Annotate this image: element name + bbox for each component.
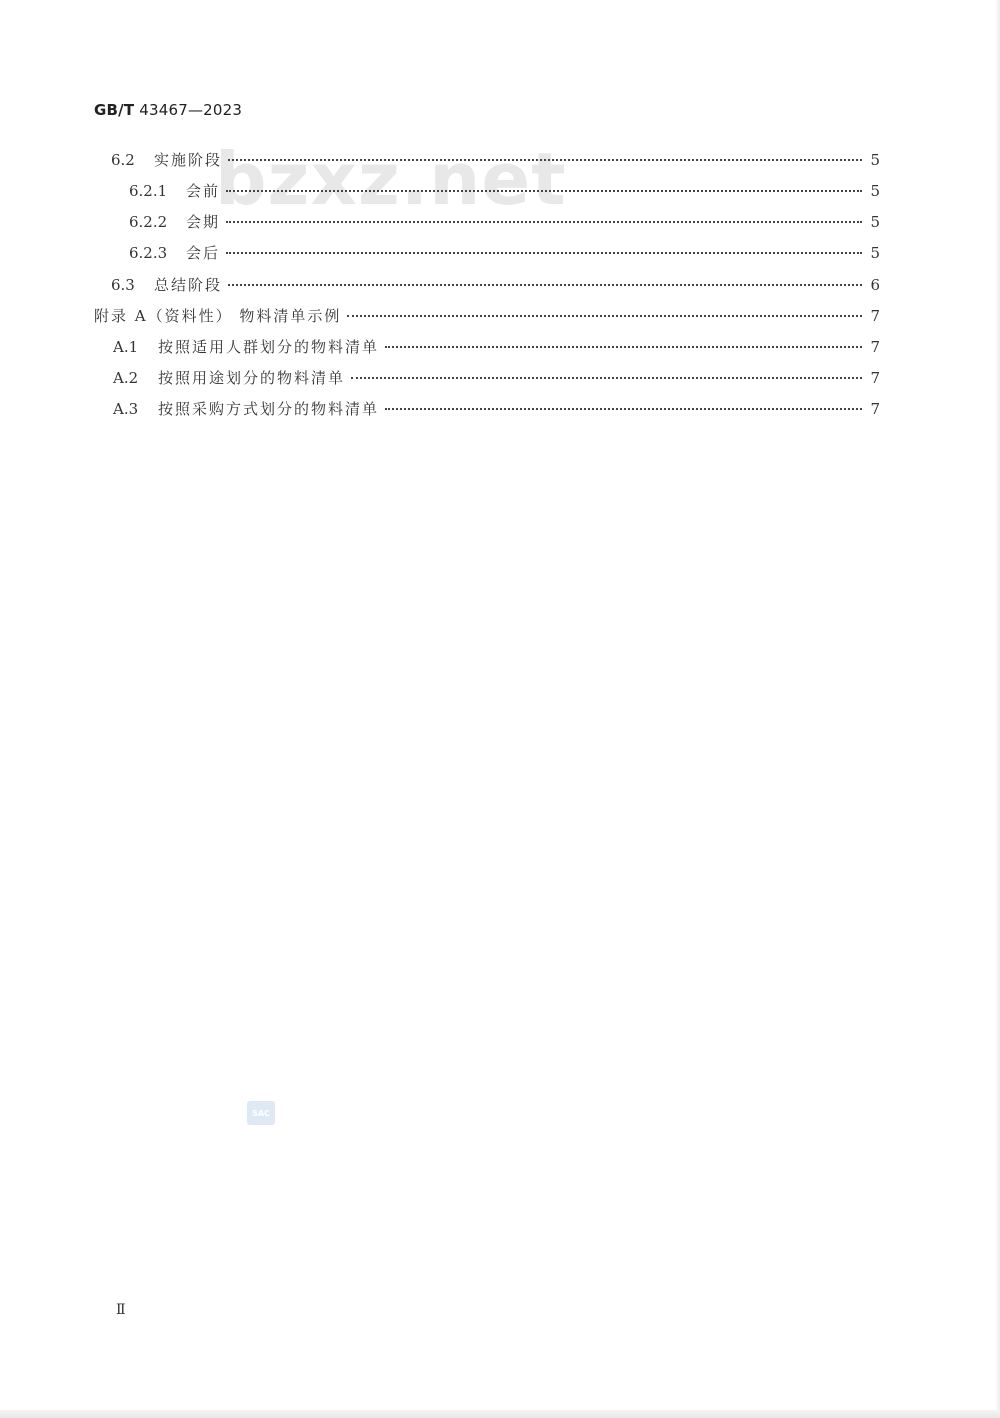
toc-item-page: 5: [870, 182, 880, 200]
toc-dot-leader: [228, 283, 862, 286]
toc-item-page: 7: [870, 307, 880, 325]
toc-item-page: 7: [870, 369, 880, 387]
toc-item[interactable]: [129, 181, 880, 201]
toc-item-number: 6.3: [111, 276, 135, 294]
toc-item-number: 附录 A: [94, 307, 148, 325]
page-number: Ⅱ: [116, 1302, 126, 1318]
toc-item[interactable]: [111, 150, 880, 170]
toc-dot-leader: [385, 345, 862, 348]
toc-item-title: 按照采购方式划分的物料清单: [158, 400, 380, 418]
toc-item-number: 6.2.3: [129, 244, 168, 262]
toc-item-page: 7: [870, 400, 880, 418]
toc-item[interactable]: [111, 275, 880, 295]
toc-item-title: 总结阶段: [154, 276, 223, 294]
toc-dot-leader: [226, 220, 862, 223]
sac-logo-text: SAC: [252, 1109, 270, 1118]
toc-item-title: 会后: [186, 244, 221, 262]
toc-item-title: 会前: [186, 182, 221, 200]
toc-item-title: 实施阶段: [154, 151, 223, 169]
toc-item-page: 5: [870, 213, 880, 231]
toc-item-appendix[interactable]: [94, 306, 880, 326]
watermark: bzxz.net: [215, 137, 567, 221]
toc-item-number: A.3: [113, 400, 139, 418]
toc-dot-leader: [351, 376, 862, 379]
toc-item-number: A.1: [113, 338, 139, 356]
toc-item-page: 7: [870, 338, 880, 356]
toc-item[interactable]: [113, 368, 880, 388]
toc-dot-leader: [228, 158, 862, 161]
toc-item-number: A.2: [113, 369, 139, 387]
toc-item[interactable]: [113, 337, 880, 357]
toc-item-number: 6.2: [111, 151, 135, 169]
toc-item[interactable]: [129, 212, 880, 232]
toc-item-number: 6.2.2: [129, 213, 168, 231]
sac-logo-icon: [247, 1101, 275, 1125]
toc-item-title: （资料性） 物料清单示例: [147, 307, 342, 325]
page-edge-shadow: [996, 0, 1000, 1418]
document-header: [94, 101, 242, 119]
toc-item[interactable]: [113, 399, 880, 419]
toc-dot-leader: [226, 251, 862, 254]
toc-item-page: 5: [870, 244, 880, 262]
toc-item-title: 按照适用人群划分的物料清单: [158, 338, 380, 356]
toc-item-page: 5: [870, 151, 880, 169]
toc-item-number: 6.2.1: [129, 182, 168, 200]
toc-item[interactable]: [129, 243, 880, 263]
toc-item-title: 按照用途划分的物料清单: [158, 369, 346, 387]
page-bottom-shadow: [0, 1410, 1000, 1418]
toc-item-title: 会期: [186, 213, 221, 231]
standard-prefix: GB/T: [94, 101, 135, 119]
toc-dot-leader: [226, 189, 862, 192]
toc-item-page: 6: [870, 276, 880, 294]
standard-number: 43467—2023: [139, 101, 243, 119]
toc-dot-leader: [385, 407, 862, 410]
toc-dot-leader: [347, 314, 862, 317]
